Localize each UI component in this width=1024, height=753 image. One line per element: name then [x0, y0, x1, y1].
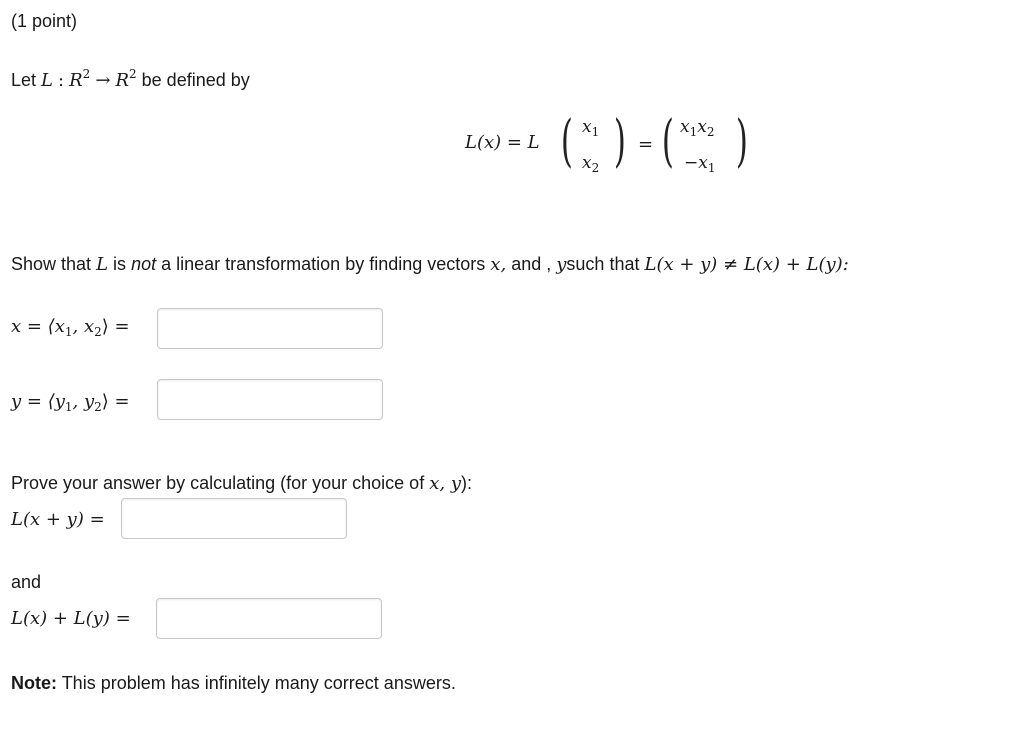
- right-paren-2: ): [735, 109, 748, 174]
- note-label: Note:: [11, 673, 57, 693]
- point-label: (1 point): [11, 11, 78, 31]
- right-paren-1: ): [613, 109, 626, 174]
- note-text: This problem has infinitely many correct answers.: [61, 673, 456, 693]
- separate-sum-input[interactable]: [156, 598, 382, 639]
- x-vector-label: $x = ⟨x_1$, $x_2⟩$ =: [11, 316, 130, 339]
- prove-text: Prove your answer by calculating (for your choice of x, y):: [11, 473, 472, 494]
- y-vector-label: $y = ⟨y_1$, $y_2⟩$ =: [11, 391, 130, 414]
- intro-colon: :: [58, 70, 65, 91]
- sum-label: L(x + y) =: [11, 509, 105, 530]
- column-1-top: $x_1$: [582, 117, 600, 139]
- intro-suffix: be defined by: [141, 70, 250, 90]
- intro-prefix: Let: [11, 70, 37, 90]
- x-vector-input[interactable]: [157, 308, 383, 349]
- y-vector-input[interactable]: [157, 379, 383, 420]
- column-2-top: $x_1x_2$: [680, 117, 715, 139]
- note: [11, 673, 456, 694]
- column-2-bottom: $-x_1$: [684, 153, 716, 175]
- instruction-text: Show that L is not a linear transformation by finding vectors x, and , ysuch that L(x + y) ≠ L(x) + L(y):: [11, 254, 849, 275]
- intro-arrow: →: [95, 70, 111, 91]
- intro-codomain: $R^2$: [115, 67, 137, 91]
- separate-sum-label: L(x) + L(y) =: [11, 608, 131, 629]
- definition-equals: =: [638, 134, 654, 155]
- intro-domain: $R^2$: [69, 67, 91, 91]
- intro-L: L: [41, 70, 53, 91]
- left-paren-2: (: [661, 109, 674, 174]
- definition-lhs: L(x) = L: [465, 132, 540, 153]
- and-label: and: [11, 572, 42, 592]
- left-paren-1: (: [560, 109, 573, 174]
- column-1-bottom: $x_2$: [582, 153, 600, 175]
- intro-line: [11, 67, 250, 91]
- sum-input[interactable]: [121, 498, 347, 539]
